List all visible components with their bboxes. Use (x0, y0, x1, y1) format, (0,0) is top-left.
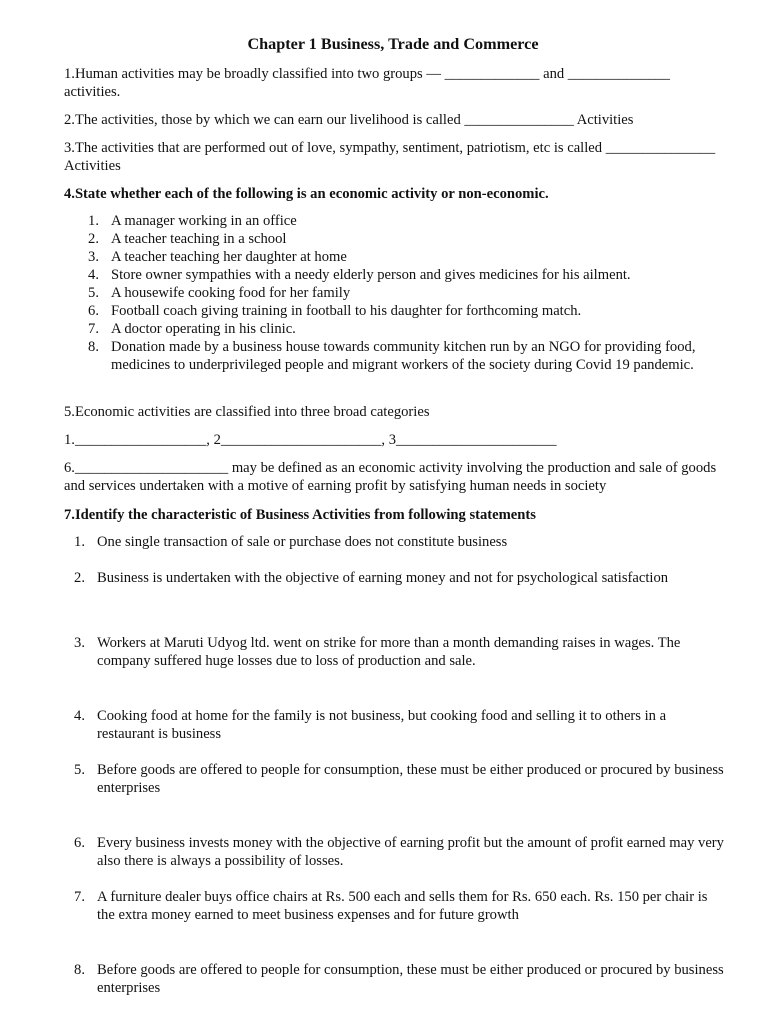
list-item (64, 634, 724, 670)
item-text: Workers at Maruti Udyog ltd. went on strike for more than a month demanding raises in wages. The company suffered huge losses due to loss of production and sale. (97, 635, 681, 669)
item-text: A teacher teaching in a school (111, 231, 287, 247)
item-number: 5. (88, 285, 99, 301)
list-item (64, 212, 714, 230)
list-item (64, 320, 714, 338)
item-text: Cooking food at home for the family is not business, but cooking food and selling it to others in a restaurant is business (97, 708, 667, 742)
list-item (64, 338, 714, 374)
item-number: 2. (74, 570, 85, 586)
list-item (64, 533, 724, 551)
list-item (64, 834, 724, 870)
item-number: 7. (88, 321, 99, 337)
item-text: Every business invests money with the objective of earning profit but the amount of profit earned may very also there is always a possibility of losses. (97, 835, 724, 869)
list-item (64, 961, 724, 997)
list-item (64, 569, 724, 587)
item-text: A teacher teaching her daughter at home (111, 249, 347, 265)
question-5-blanks: 1.__________________, 2______________________, 3______________________ (64, 432, 557, 448)
item-text: A housewife cooking food for her family (111, 285, 351, 301)
item-number: 3. (88, 249, 99, 265)
question-2: 2.The activities, those by which we can earn our livelihood is called _______________ Activities (64, 112, 634, 128)
item-text: A manager working in an office (111, 213, 297, 229)
list-item (64, 888, 724, 924)
item-text: Business is undertaken with the objective of earning money and not for psychological satisfaction (97, 570, 669, 586)
item-number: 4. (88, 267, 99, 283)
list-item (64, 302, 714, 320)
item-text: Donation made by a business house towards community kitchen run by an NGO for providing food, medicines to underprivileged people and migrant workers of the society during Covid 19 pandemic. (111, 339, 696, 373)
list-item (64, 230, 714, 248)
list-item (64, 707, 724, 743)
question-3: 3.The activities that are performed out of love, sympathy, sentiment, patriotism, etc is called _______________ Activities (64, 140, 716, 174)
item-number: 3. (74, 635, 85, 651)
question-7-heading: 7.Identify the characteristic of Business Activities from following statements (64, 507, 536, 523)
page-title: Chapter 1 Business, Trade and Commerce (247, 35, 539, 53)
item-text: One single transaction of sale or purchase does not constitute business (97, 534, 508, 550)
item-number: 5. (74, 762, 85, 778)
item-number: 4. (74, 708, 85, 724)
question-1: 1.Human activities may be broadly classified into two groups — _____________ and ______________ activities. (64, 66, 670, 100)
question-4-list (64, 212, 714, 374)
item-text: Before goods are offered to people for consumption, these must be either produced or procured by business enterprises (97, 962, 724, 996)
item-number: 6. (74, 835, 85, 851)
item-number: 8. (74, 962, 85, 978)
list-item (64, 266, 714, 284)
list-item (64, 248, 714, 266)
question-6: 6._____________________ may be defined as an economic activity involving the production and sale of goods and services undertaken with a motive of earning profit by satisfying human needs in society (64, 460, 717, 494)
item-number: 1. (88, 213, 99, 229)
item-number: 6. (88, 303, 99, 319)
item-text: A doctor operating in his clinic. (111, 321, 296, 337)
item-number: 8. (88, 339, 99, 355)
item-number: 7. (74, 889, 85, 905)
question-5: 5.Economic activities are classified into three broad categories (64, 404, 430, 420)
item-number: 1. (74, 534, 85, 550)
item-text: Football coach giving training in football to his daughter for forthcoming match. (111, 303, 582, 319)
list-item (64, 284, 714, 302)
question-4-heading: 4.State whether each of the following is an economic activity or non-economic. (64, 186, 549, 202)
list-item (64, 761, 724, 797)
item-number: 2. (88, 231, 99, 247)
item-text: A furniture dealer buys office chairs at Rs. 500 each and sells them for Rs. 650 each. Rs. 150 per chair is the extra money earned to meet business expenses and for future growth (97, 889, 708, 923)
item-text: Store owner sympathies with a needy elderly person and gives medicines for his ailment. (111, 267, 631, 283)
item-text: Before goods are offered to people for consumption, these must be either produced or procured by business enterprises (97, 762, 724, 796)
